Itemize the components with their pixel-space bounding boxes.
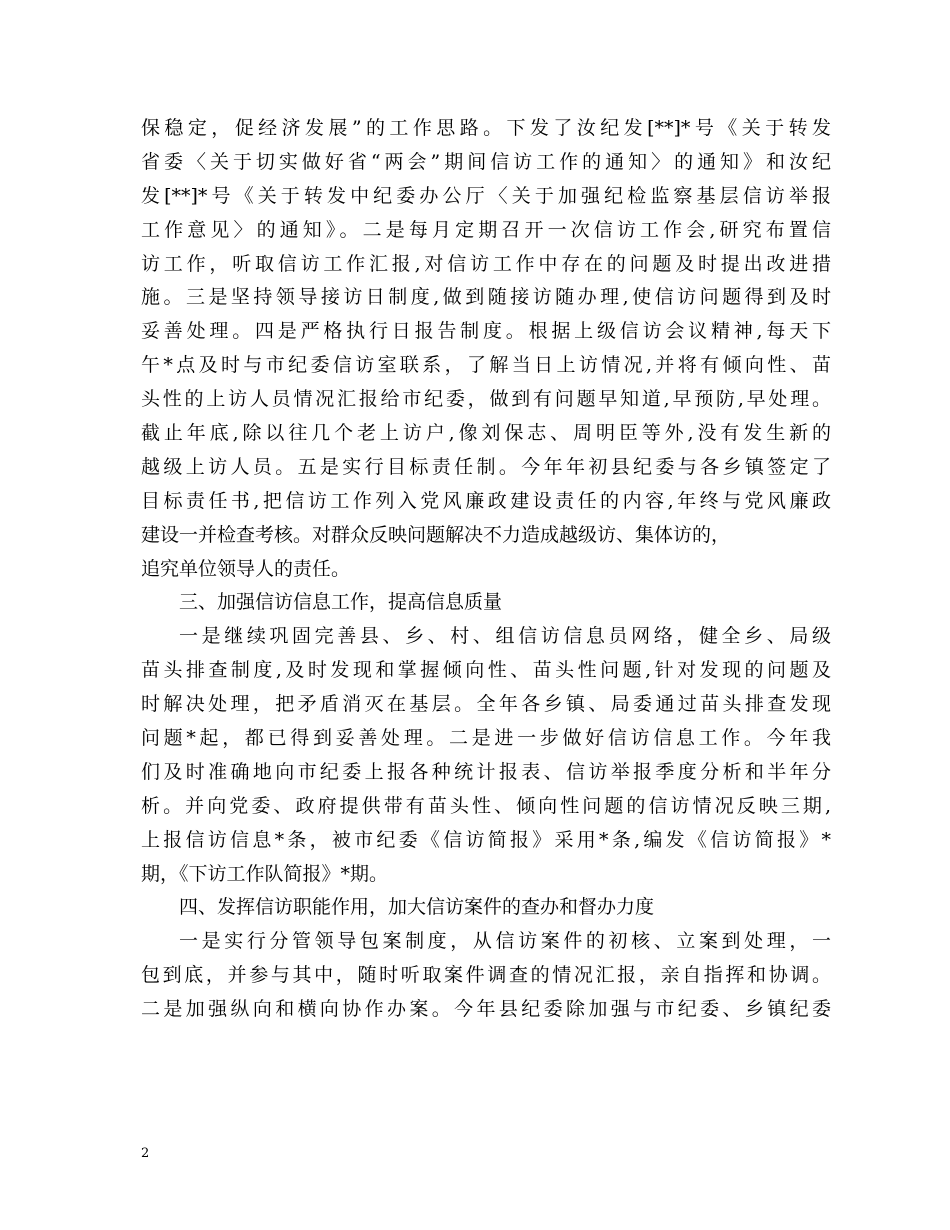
text-line: 析。并向党委、政府提供带有苗头性、倾向性问题的信访情况反映三期,: [141, 794, 831, 817]
text-line: 越级上访人员。五是实行目标责任制。今年年初县纪委与各乡镇签定了: [141, 455, 831, 478]
text-line: 上报信访信息*条，被市纪委《信访简报》采用*条,编发《信访简报》*: [141, 828, 831, 851]
text-line: 二是加强纵向和横向协作办案。今年县纪委除加强与市纪委、乡镇纪委: [141, 998, 831, 1021]
text-line: 问题*起，都已得到妥善处理。二是进一步做好信访信息工作。今年我: [141, 727, 831, 750]
page-number: 2: [141, 1146, 150, 1161]
text-line: 头性的上访人员情况汇报给市纪委，做到有问题早知道,早预防,早处理。: [141, 388, 831, 411]
text-line: 妥善处理。四是严格执行日报告制度。根据上级信访会议精神,每天下: [141, 320, 831, 343]
text-line: 包到底，并参与其中，随时听取案件调查的情况汇报，亲自指挥和协调。: [141, 964, 831, 987]
text-line: 保稳定，促经济发展”的工作思路。下发了汝纪发[**]*号《关于转发: [141, 117, 831, 139]
text-line: 四、发挥信访职能作用，加大信访案件的查办和督办力度: [179, 896, 655, 919]
text-line: 施。三是坚持领导接访日制度,做到随接访随办理,使信访问题得到及时: [141, 286, 831, 309]
text-line: 们及时准确地向市纪委上报各种统计报表、信访举报季度分析和半年分: [141, 760, 831, 783]
text-line: 苗头排查制度,及时发现和掌握倾向性、苗头性问题,针对发现的问题及: [141, 659, 831, 682]
text-line: 一是继续巩固完善县、乡、村、组信访信息员网络，健全乡、局级: [179, 625, 831, 648]
text-line: 访工作，听取信访工作汇报,对信访工作中存在的问题及时提出改进措: [141, 252, 831, 275]
text-line: 目标责任书,把信访工作列入党风廉政建设责任的内容,年终与党风廉政: [141, 489, 831, 512]
text-line: 截止年底,除以往几个老上访户,像刘保志、周明臣等外,没有发生新的: [141, 422, 831, 445]
text-line: 三、加强信访信息工作，提高信息质量: [179, 591, 503, 614]
text-line: 午*点及时与市纪委信访室联系，了解当日上访情况,并将有倾向性、苗: [141, 354, 831, 377]
body-text: [141, 112, 831, 1027]
text-line: 建设一并检查考核。对群众反映问题解决不力造成越级访、集体访的，: [141, 523, 731, 546]
text-line: 期，《下访工作队简报》*期。: [141, 862, 389, 885]
text-line: 省委〈关于切实做好省“两会”期间信访工作的通知〉的通知》和汝纪: [141, 150, 831, 173]
text-line: 追究单位领导人的责任。: [141, 557, 351, 580]
text-line: 发[**]*号《关于转发中纪委办公厅〈关于加强纪检监察基层信访举报: [141, 184, 831, 207]
text-line: 工作意见〉的通知》。二是每月定期召开一次信访工作会,研究布置信: [141, 218, 831, 241]
text-line: 时解决处理，把矛盾消灭在基层。全年各乡镇、局委通过苗头排查发现: [141, 693, 831, 716]
text-line: 一是实行分管领导包案制度，从信访案件的初核、立案到处理，一: [179, 930, 831, 953]
